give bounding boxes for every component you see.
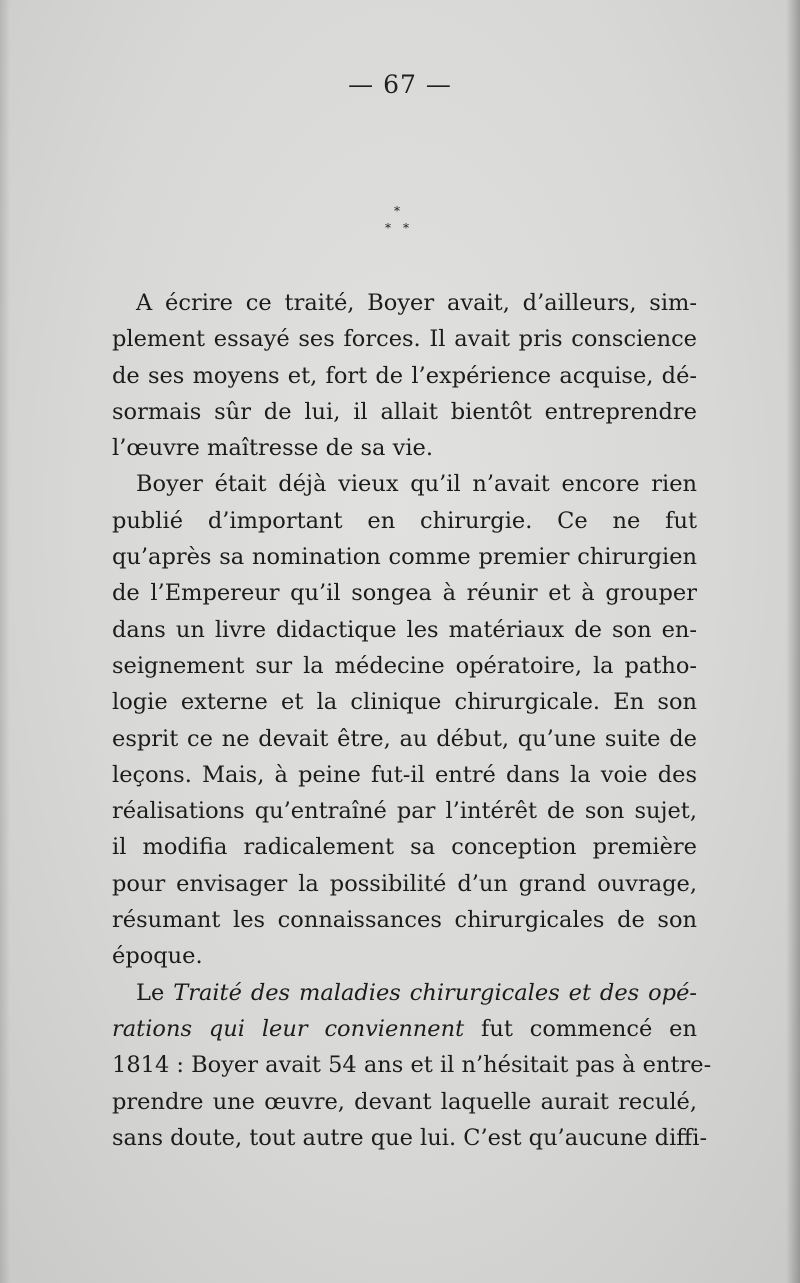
book-title-italic: Traité des maladies chirurgicales et des opé- [173, 979, 697, 1006]
text-line: 1814 : Boyer avait 54 ans et il n’hésitait pas à entre- [112, 1052, 712, 1079]
text-line: pour envisager la possibilité d’un grand ouvrage, [112, 870, 697, 897]
text-line: il modifia radicalement sa conception première [112, 834, 697, 861]
text-line: l’œuvre maîtresse de sa vie. [112, 435, 433, 462]
text-line-with-title [112, 1011, 697, 1047]
right-edge-shadow [786, 0, 800, 1283]
text-line: prendre une œuvre, devant laquelle aurait reculé, [112, 1088, 697, 1115]
asterism-star-top: * [394, 204, 400, 218]
text-line: seignement sur la médecine opératoire, la patho- [112, 652, 697, 679]
text-line: de l’Empereur qu’il songea à réunir et à grouper [112, 580, 697, 607]
text-line: A écrire ce traité, Boyer avait, d’ailleurs, sim- [136, 290, 697, 316]
asterism-star-right: * [403, 221, 409, 235]
text-line: qu’après sa nomination comme premier chirurgien [112, 544, 697, 571]
text-line: de ses moyens et, fort de l’expérience acquise, dé- [112, 362, 697, 389]
text-line: esprit ce ne devait être, au début, qu’une suite de [112, 725, 697, 752]
text-line: sormais sûr de lui, il allait bientôt entreprendre [112, 398, 697, 425]
text-line: logie externe et la clinique chirurgicale. En son [112, 689, 697, 716]
text-line: publié d’important en chirurgie. Ce ne fut [112, 507, 697, 534]
asterism-star-left: * [385, 221, 391, 235]
left-edge-shadow [0, 0, 10, 1283]
text-lead: Le [136, 979, 174, 1006]
text-line: dans un livre didactique les matériaux de son en- [112, 616, 697, 643]
asterism-divider [375, 205, 423, 245]
text-line: plement essayé ses forces. Il avait pris conscience [112, 326, 697, 353]
text-line: résumant les connaissances chirurgicales de son [112, 907, 697, 934]
text-line: sans doute, tout autre que lui. C’est qu’aucune diffi- [112, 1124, 708, 1151]
text-line: époque. [112, 943, 203, 970]
text-line: leçons. Mais, à peine fut-il entré dans la voie des [112, 761, 697, 788]
book-title-italic: rations qui leur conviennent [112, 1015, 465, 1042]
text-rest: fut commencé en [464, 1015, 697, 1042]
text-line: Boyer était déjà vieux qu’il n’avait encore rien [136, 471, 697, 498]
body-text [112, 285, 712, 1156]
text-line: réalisations qu’entraîné par l’intérêt de son sujet, [112, 798, 697, 825]
page-number: — 67 — [348, 70, 452, 99]
text-line-with-title [112, 975, 697, 1011]
